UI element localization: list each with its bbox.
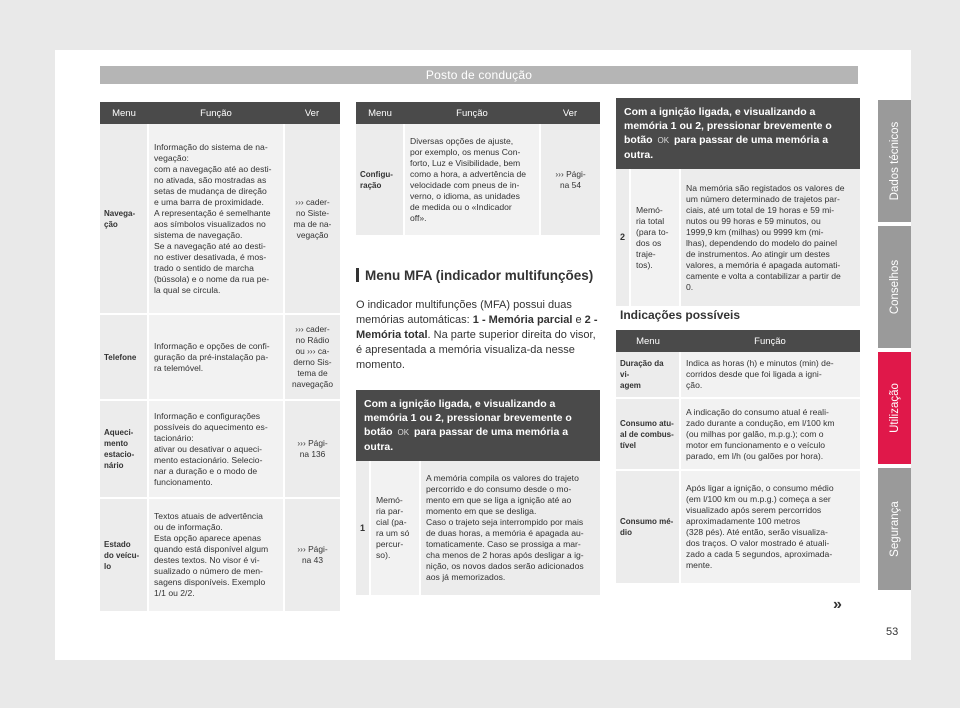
memory-box-title <box>356 390 600 461</box>
page-header: Posto de condução <box>100 66 858 84</box>
reference-cell: ››› Pági- na 54 <box>540 124 600 236</box>
title-marker <box>356 268 359 282</box>
table-row <box>356 461 600 596</box>
menu-cell: Navega- ção <box>100 124 148 314</box>
function-cell: Indica as horas (h) e minutos (min) de- corridos desde que foi ligada a igni- ção. <box>680 352 860 398</box>
memory-number: 2 <box>616 169 630 307</box>
section-title-indicacoes: Indicações possíveis <box>620 308 741 322</box>
function-cell: Diversas opções de ajuste, por exemplo, os menus Con- forto, Luz e Visibilidade, bem como a hora, a advertência de velocidade com pneus de in- verno, o idioma, as unidades de medida ou o «Indicador off». <box>404 124 540 236</box>
box-title-text: para passar de uma memória a outra. <box>364 426 569 453</box>
menu-cell: Duração da vi- agem <box>616 352 680 398</box>
reference-cell: ››› cader- no Rádio ou ››› ca- derno Sis- tema de navegação <box>284 314 340 400</box>
menu-table-left <box>100 102 340 613</box>
menu-cell: Aqueci- mento estacio- nário <box>100 400 148 498</box>
table-row <box>100 400 340 498</box>
table-header-ver: Ver <box>540 102 600 124</box>
paragraph-text: e <box>572 314 585 326</box>
table-row <box>616 470 860 584</box>
menu-table-middle <box>356 102 600 237</box>
function-cell: Informação e opções de confi- guração da pré-instalação pa- ra telemóvel. <box>148 314 284 400</box>
menu-cell: Estado do veícu- lo <box>100 498 148 612</box>
ok-button-icon: OK <box>657 136 670 145</box>
table-header-menu: Menu <box>356 102 404 124</box>
indications-table <box>616 330 860 585</box>
table-row <box>356 124 600 236</box>
table-header-ver: Ver <box>284 102 340 124</box>
table-header-menu: Menu <box>616 330 680 352</box>
memory-description: A memória compila os valores do trajeto percorrido e do consumo desde o mo- mento em que se liga a ignição até ao momento em que se desliga. Caso o trajeto seja interrompido por mais de duas horas, a memória é apagada au- tomaticamente. Caso se prossiga a mar- cha menos de 2 horas após desligar a ig- nição, os novos dados serão adicionados aos já memorizados. <box>420 461 600 596</box>
function-cell: Textos atuais de advertência ou de informação. Esta opção aparece apenas quando está disponível algum destes textos. No visor é vi- sualizado o número de men- sagens disponíveis. Exemplo 1/1 ou 2/2. <box>148 498 284 612</box>
side-tab-conselhos[interactable] <box>878 226 911 348</box>
memory-1-label: 1 - Memória parcial <box>472 314 573 326</box>
box-title-text: Com a ignição ligada, e visualizando a memória 1 ou 2, pressionar brevemente o botão <box>624 106 832 146</box>
side-tab-utilizacao[interactable] <box>878 352 911 464</box>
menu-cell: Consumo atu- al de combus- tível <box>616 398 680 470</box>
table-row <box>100 124 340 314</box>
memory-number: 1 <box>356 461 370 596</box>
table-row <box>616 398 860 470</box>
menu-cell: Telefone <box>100 314 148 400</box>
mfa-intro-paragraph <box>356 298 600 373</box>
side-tab-label: Segurança <box>888 501 901 557</box>
memory-box-title <box>616 98 860 169</box>
function-cell: Após ligar a ignição, o consumo médio (em l/100 km ou m.p.g.) começa a ser visualizado após serem percorridos aproximadamente 100 metros (328 pés). Até então, serão visualiza- dos traços. O valor mostrado é atuali- zado a cada 5 segundos, aproximada- mente. <box>680 470 860 584</box>
continue-arrow-icon: » <box>833 596 842 613</box>
function-cell: Informação do sistema de na- vegação: com a navegação até ao desti- no ativada, são mostradas as setas de mudança de direção e uma barra de proximidade. A representação é semelhante aos símbolos visualizados no sistema de navegação. Se a navegação até ao desti- no estiver desativada, é mos- trado o sentido de marcha (bússola) e o nome da rua pe- la qual se circula. <box>148 124 284 314</box>
memory-table-2 <box>616 98 860 308</box>
table-row <box>616 169 860 307</box>
side-tab-label: Dados técnicos <box>888 121 901 201</box>
menu-cell: Consumo mé- dio <box>616 470 680 584</box>
memory-table-1 <box>356 390 600 597</box>
section-title-mfa <box>356 268 600 283</box>
table-header-menu: Menu <box>100 102 148 124</box>
table-row <box>616 352 860 398</box>
function-cell: A indicação do consumo atual é reali- zado durante a condução, em l/100 km (ou milhas por galão, m.p.g.); com o motor em funcionamento e o veículo parado, em l/h (ou galões por hora). <box>680 398 860 470</box>
memory-description: Na memória são registados os valores de um número determinado de trajetos par- ciais, até um total de 19 horas e 59 mi- nutos ou 99 horas e 59 minutos, ou 1999,9 km (milhas) ou 9999 km (mi- lhas), dependendo do modelo do painel de instrumentos. Ao atingir um destes valores, a memória é apagada automati- camente e volta a contabilizar a partir de 0. <box>680 169 860 307</box>
table-row <box>100 314 340 400</box>
box-title-text: Com a ignição ligada, e visualizando a memória 1 ou 2, pressionar brevemente o botão <box>364 398 572 438</box>
side-tab-seguranca[interactable] <box>878 468 911 590</box>
table-header-funcao: Função <box>404 102 540 124</box>
reference-cell: ››› cader- no Siste- ma de na- vegação <box>284 124 340 314</box>
paragraph-text: . Na parte superior direita do visor, é apresentada a memória visualiza-da nesse momento. <box>356 329 596 371</box>
section-title-text: Menu MFA (indicador multifunções) <box>365 268 594 283</box>
function-cell: Informação e configurações possíveis do aquecimento es- tacionário: ativar ou desativar o aqueci- mento estacionário. Selecio- nar a duração e o modo de funcionamento. <box>148 400 284 498</box>
table-header-funcao: Função <box>680 330 860 352</box>
box-title-text: para passar de uma memória a outra. <box>624 134 829 161</box>
table-row <box>100 498 340 612</box>
ok-button-icon: OK <box>397 428 410 437</box>
side-tab-label: Utilização <box>888 383 901 433</box>
reference-cell: ››› Pági- na 43 <box>284 498 340 612</box>
paragraph-text: O indicador multifunções (MFA) possui duas memórias automáticas: <box>356 299 572 326</box>
memory-label: Memó- ria total (para to- dos os traje- tos). <box>630 169 680 307</box>
memory-2-label: 2 - Memória total <box>356 314 598 341</box>
reference-cell: ››› Pági- na 136 <box>284 400 340 498</box>
page-number: 53 <box>886 626 899 638</box>
memory-label: Memó- ria par- cial (pa- ra um só percur- so). <box>370 461 420 596</box>
menu-cell: Configu- ração <box>356 124 404 236</box>
table-header-funcao: Função <box>148 102 284 124</box>
side-tab-label: Conselhos <box>888 259 901 315</box>
side-tab-dados-tecnicos[interactable] <box>878 100 911 222</box>
